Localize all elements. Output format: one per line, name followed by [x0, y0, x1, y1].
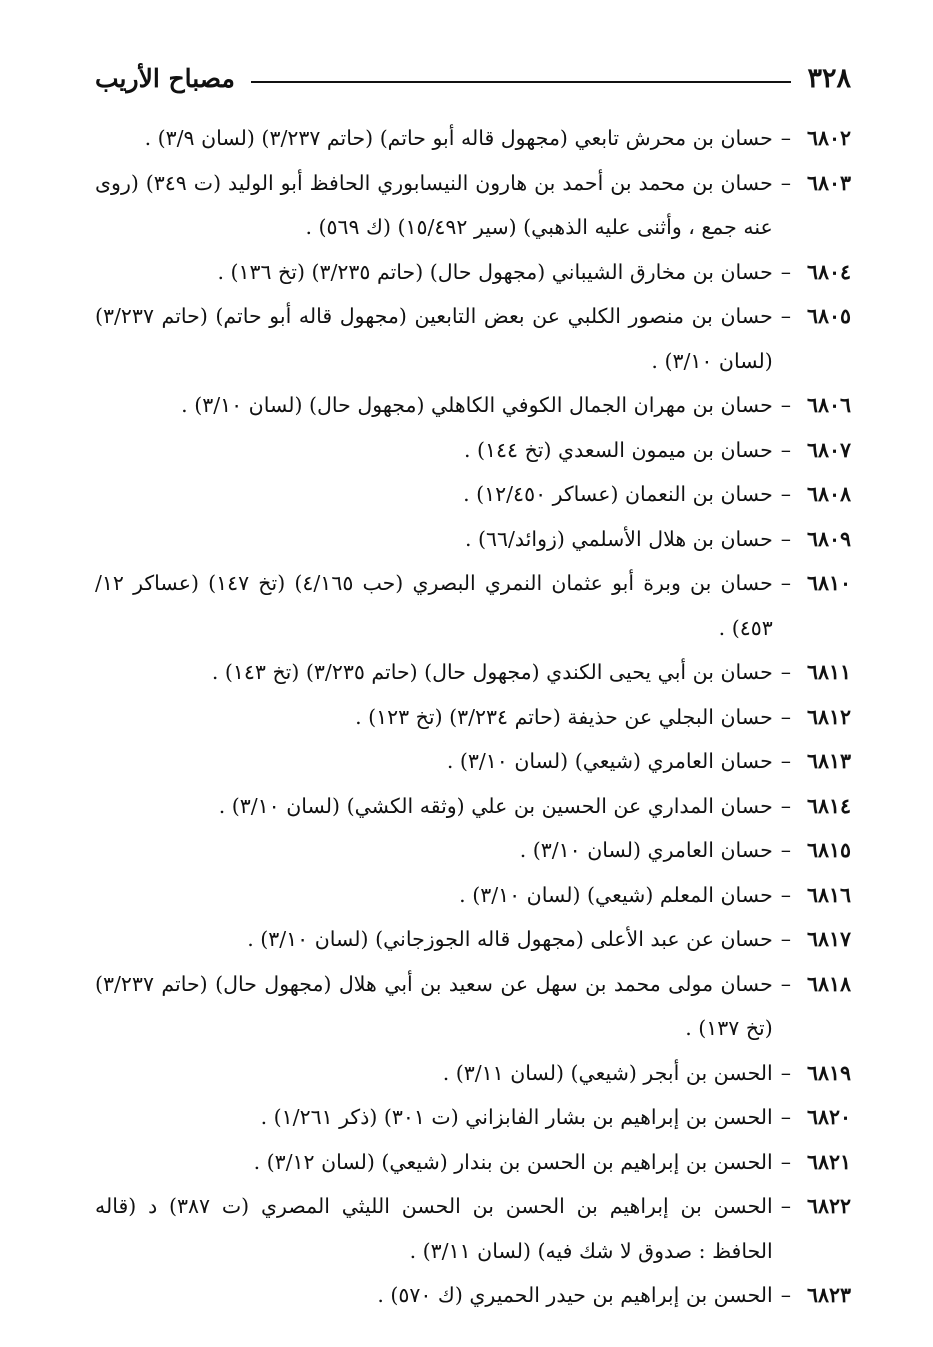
entry-dash: –: [780, 170, 791, 195]
list-item: [95, 739, 851, 784]
entry-number: ٦٨٢٣: [806, 1283, 851, 1307]
entry-dash: –: [780, 1105, 791, 1129]
entry-text: حسان عن عبد الأعلى (مجهول قاله الجوزجاني) (لسان ٣/١٠) .: [247, 927, 773, 951]
list-item: [95, 917, 851, 962]
list-item: [95, 517, 851, 562]
page-header: [95, 58, 851, 98]
entry-text: حسان بن محمد بن أحمد بن هارون النيسابوري الحافظ أبو الوليد (ت ٣٤٩) (روى عنه جمع ، وأثنى عليه الذهبي) (سير ١٥/٤٩٢) (ك ٥٦٩) .: [95, 170, 773, 239]
entry-number: ٦٨٢٠: [806, 1105, 851, 1129]
list-item: [95, 472, 851, 517]
entry-number: ٦٨١٦: [806, 882, 851, 907]
entry-number: ٦٨١٥: [806, 838, 851, 862]
entry-number: ٦٨٠٨: [806, 482, 851, 506]
entry-dash: –: [780, 660, 791, 684]
list-item: [95, 650, 851, 695]
entry-dash: –: [780, 749, 791, 773]
entry-dash: –: [780, 126, 791, 150]
entry-dash: –: [780, 793, 791, 818]
entry-number: ٦٨١٢: [806, 704, 851, 729]
entry-number: ٦٨٠٦: [806, 393, 851, 417]
entry-number: ٦٨٠٧: [806, 437, 851, 462]
entry-text: حسان العامري (لسان ٣/١٠) .: [519, 838, 773, 862]
entry-text: حسان بن وبرة أبو عثمان النمري البصري (حب ٤/١٦٥) (تخ ١٤٧) (عساكر ١٢/ ٤٥٣) .: [95, 571, 773, 640]
list-item: [95, 873, 851, 918]
list-item: [95, 250, 851, 295]
entry-dash: –: [780, 437, 791, 462]
entry-number: ٦٨١٨: [806, 971, 851, 996]
entry-text: حسان المداري عن الحسين بن علي (وثقه الكشي) (لسان ٣/١٠) .: [218, 793, 773, 818]
entry-dash: –: [780, 704, 791, 729]
entry-text: حسان بن هلال الأسلمي (زوائد/٦٦) .: [464, 526, 773, 551]
entry-number: ٦٨١٧: [806, 927, 851, 951]
entry-dash: –: [780, 1194, 791, 1218]
entry-text: حسان العامري (شيعي) (لسان ٣/١٠) .: [446, 749, 773, 773]
entry-number: ٦٨١٣: [806, 749, 851, 773]
entry-dash: –: [780, 882, 791, 907]
entry-text: حسان بن أبي يحيى الكندي (مجهول حال) (حاتم ٣/٢٣٥) (تخ ١٤٣) .: [211, 660, 773, 684]
entry-text: حسان بن مهران الجمال الكوفي الكاهلي (مجهول حال) (لسان ٣/١٠) .: [181, 393, 773, 417]
entry-number: ٦٨١٠: [806, 571, 851, 595]
list-item: [95, 161, 851, 250]
book-title: مصباح الأريب: [95, 63, 235, 93]
page-number: ٣٢٨: [807, 62, 851, 94]
list-item: [95, 116, 851, 161]
entry-dash: –: [780, 1149, 791, 1174]
entry-number: ٦٨٢٢: [806, 1194, 851, 1218]
entry-dash: –: [780, 571, 791, 595]
entry-dash: –: [780, 971, 791, 996]
entry-text: حسان بن ميمون السعدي (تخ ١٤٤) .: [463, 437, 773, 462]
entry-text: الحسن بن إبراهيم بن حيدر الحميري (ك ٥٧٠) .: [377, 1283, 773, 1307]
entry-number: ٦٨١١: [806, 660, 851, 684]
entry-number: ٦٨٠٤: [806, 259, 851, 284]
list-item: [95, 383, 851, 428]
entry-dash: –: [780, 393, 791, 417]
entry-text: حسان بن مخارق الشيباني (مجهول حال) (حاتم ٣/٢٣٥) (تخ ١٣٦) .: [217, 259, 773, 284]
entry-dash: –: [780, 1060, 791, 1085]
entry-dash: –: [780, 526, 791, 551]
entry-dash: –: [780, 1283, 791, 1307]
list-item: [95, 695, 851, 740]
entry-number: ٦٨٠٩: [806, 526, 851, 551]
entry-text: حسان المعلم (شيعي) (لسان ٣/١٠) .: [459, 882, 773, 907]
entry-text: الحسن بن إبراهيم بن الحسن بن بندار (شيعي) (لسان ٣/١٢) .: [253, 1149, 773, 1174]
entry-number: ٦٨١٤: [806, 793, 851, 818]
list-item: [95, 1273, 851, 1318]
entry-text: الحسن بن إبراهيم بن الحسن بن الحسن الليثي المصري (ت ٣٨٧) د (قاله الحافظ : صدوق لا شك فيه) (لسان ٣/١١) .: [95, 1194, 773, 1263]
list-item: [95, 828, 851, 873]
entry-text: حسان مولى محمد بن سهل عن سعيد بن أبي هلال (مجهول حال) (حاتم ٣/٢٣٧) (تخ ١٣٧) .: [95, 971, 773, 1040]
entry-list: [95, 116, 851, 1318]
entry-number: ٦٨١٩: [806, 1060, 851, 1085]
list-item: [95, 561, 851, 650]
entry-dash: –: [780, 259, 791, 284]
list-item: [95, 1051, 851, 1096]
entry-number: ٦٨٠٢: [806, 126, 851, 150]
list-item: [95, 1184, 851, 1273]
entry-number: ٦٨٠٥: [806, 304, 851, 328]
header-rule: [251, 81, 792, 83]
entry-dash: –: [780, 482, 791, 506]
entry-number: ٦٨٢١: [806, 1149, 851, 1174]
list-item: [95, 1140, 851, 1185]
entry-number: ٦٨٠٣: [806, 170, 851, 195]
entry-text: حسان بن منصور الكلبي عن بعض التابعين (مجهول قاله أبو حاتم) (حاتم ٣/٢٣٧) (لسان ٣/١٠) .: [95, 304, 773, 373]
entry-text: حسان بن النعمان (عساكر ١٢/٤٥٠) .: [463, 482, 773, 506]
entry-text: حسان بن محرش تابعي (مجهول قاله أبو حاتم) (حاتم ٣/٢٣٧) (لسان ٣/٩) .: [144, 126, 773, 150]
entry-dash: –: [780, 304, 791, 328]
entry-text: الحسن بن إبراهيم بن بشار الفابزاني (ت ٣٠١) (ذكر ١/٢٦١) .: [260, 1105, 773, 1129]
entry-text: حسان البجلي عن حذيفة (حاتم ٣/٢٣٤) (تخ ١٢٣) .: [355, 704, 773, 729]
list-item: [95, 294, 851, 383]
list-item: [95, 428, 851, 473]
entry-text: الحسن بن أبجر (شيعي) (لسان ٣/١١) .: [442, 1060, 773, 1085]
list-item: [95, 962, 851, 1051]
list-item: [95, 1095, 851, 1140]
entry-dash: –: [780, 838, 791, 862]
list-item: [95, 784, 851, 829]
entry-dash: –: [780, 927, 791, 951]
